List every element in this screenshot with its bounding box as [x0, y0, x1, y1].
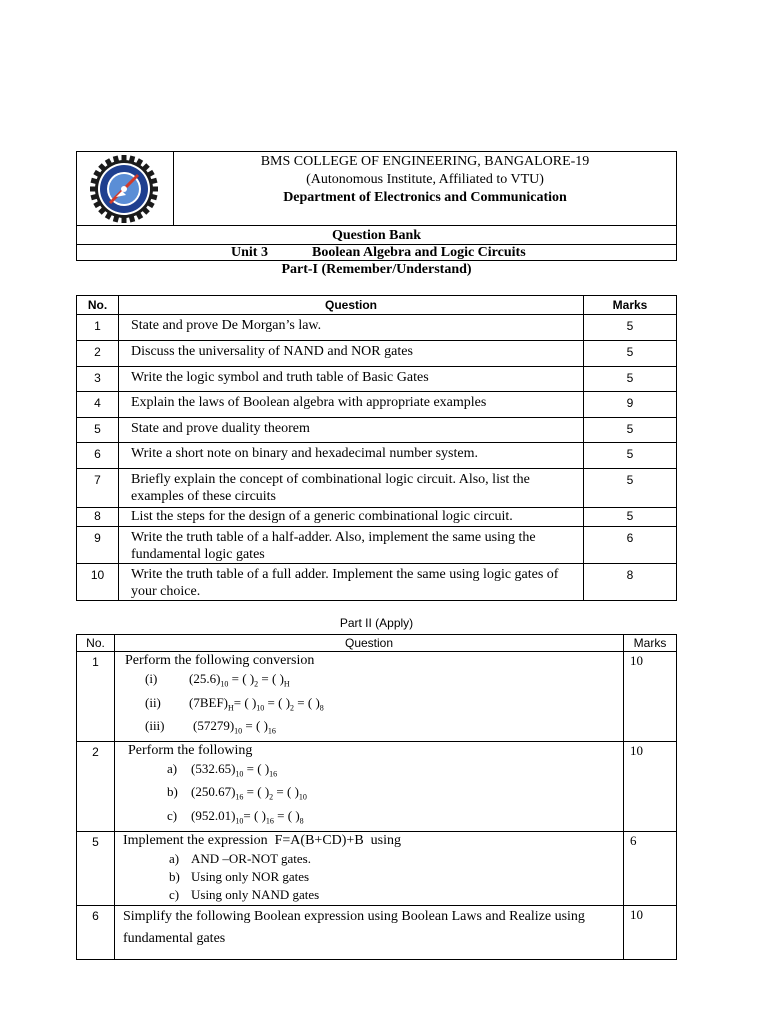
table-row — [77, 392, 677, 418]
sub-item — [123, 670, 623, 694]
subscript-base: 10 — [234, 726, 243, 736]
row-no: 9 — [77, 527, 119, 564]
row-question: Write the truth table of a half-adder. Also, implement the same using the fundamental logic gates — [119, 527, 584, 564]
sub-item-expr: $(7BEF)_H=$ ( )$_{10}$ = ( )$_2$ = ( )$_8$ — [189, 694, 324, 713]
row-marks: 5 — [584, 508, 677, 527]
sub-item — [123, 760, 623, 784]
row-question: Write a short note on binary and hexadecimal number system. — [119, 443, 584, 469]
sub-item-label: (i) — [145, 671, 158, 686]
row-question: Discuss the universality of NAND and NOR gates — [119, 341, 584, 367]
table-row — [77, 469, 677, 508]
row-question-cell — [115, 741, 624, 831]
sub-item-label: b) — [167, 784, 178, 800]
row-question: Simplify the following Boolean expression using Boolean Laws and Realize using fundamental gates — [115, 905, 624, 959]
row-no: 4 — [77, 392, 119, 418]
subscript-base: 10 — [298, 792, 307, 802]
row-marks: 9 — [584, 392, 677, 418]
sub-item-label: c) — [169, 886, 180, 902]
row-question-cell — [115, 831, 624, 905]
sub-item-expr: $(57279)_{10}$ = ( )$_{16}$ — [193, 718, 276, 736]
row-question: Briefly explain the concept of combinational logic circuit. Also, list the examples of these circuits — [119, 469, 584, 508]
sub-item — [123, 850, 623, 868]
row-question: Perform the following conversion — [125, 653, 315, 668]
sub-item-expr: $(952.01)_{10}=$ ( )$_{16}$ = ( )$_8$ — [191, 807, 304, 826]
unit-row — [77, 245, 676, 261]
unit-label: Unit 3 — [231, 245, 268, 260]
row-question: Write the truth table of a full adder. Implement the same using logic gates of your choice. — [119, 564, 584, 601]
subscript-base: 8 — [299, 816, 304, 826]
table-row — [77, 741, 677, 831]
row-question: State and prove De Morgan’s law. — [119, 315, 584, 341]
table-row — [77, 341, 677, 367]
row-no: 1 — [77, 652, 115, 742]
row-no: 7 — [77, 469, 119, 508]
subscript-base: 2 — [269, 792, 274, 802]
row-marks: 5 — [584, 315, 677, 341]
subscript-base: H — [283, 679, 290, 689]
college-info — [174, 152, 676, 226]
sub-item-label: (iii) — [145, 718, 165, 734]
sub-item — [123, 886, 623, 904]
doc-type: Question Bank — [331, 228, 422, 243]
subscript-base: 16 — [235, 792, 244, 802]
sub-item — [123, 694, 623, 718]
logo-cell — [77, 152, 174, 225]
sub-item-label: a) — [169, 850, 180, 866]
table-row — [77, 831, 677, 905]
sub-item — [123, 868, 623, 886]
part2-title: Part II (Apply) — [339, 616, 414, 630]
row-marks: 5 — [584, 367, 677, 392]
college-affiliation: (Autonomous Institute, Affiliated to VTU) — [306, 172, 544, 187]
row-marks: 8 — [584, 564, 677, 601]
subscript-base: 16 — [265, 816, 274, 826]
header-question: Question — [115, 635, 624, 652]
row-marks: 5 — [584, 418, 677, 443]
table-row — [77, 443, 677, 469]
sub-item-expr: $(250.67)_{16}$ = ( )$_2$ = ( )$_{10}$ — [191, 784, 307, 802]
row-no: 2 — [77, 341, 119, 367]
header-marks: Marks — [624, 635, 677, 652]
subscript-base: 10 — [220, 679, 229, 689]
row-no: 5 — [77, 418, 119, 443]
row-question: Perform the following — [128, 742, 253, 758]
sub-item — [123, 717, 623, 741]
row-marks: 6 — [584, 527, 677, 564]
subscript-base: 10 — [235, 816, 244, 826]
header-no: No. — [77, 296, 119, 315]
table-row — [77, 652, 677, 742]
table-header-row — [77, 635, 677, 652]
row-no: 3 — [77, 367, 119, 392]
table-row — [77, 367, 677, 392]
row-question: List the steps for the design of a generic combinational logic circuit. — [119, 508, 584, 527]
row-question: Write the logic symbol and truth table of Basic Gates — [119, 367, 584, 392]
table-row — [77, 508, 677, 527]
part2-table — [76, 634, 677, 960]
row-question: State and prove duality theorem — [119, 418, 584, 443]
row-question: Implement the expression F=A(B+CD)+B using — [123, 832, 401, 848]
row-marks: 5 — [584, 469, 677, 508]
row-no: 1 — [77, 315, 119, 341]
subscript-base: 16 — [269, 769, 278, 779]
row-marks: 5 — [584, 443, 677, 469]
unit-title: Boolean Algebra and Logic Circuits — [312, 245, 526, 260]
row-no: 2 — [77, 741, 115, 831]
row-no: 8 — [77, 508, 119, 527]
college-name: BMS COLLEGE OF ENGINEERING, BANGALORE-19 — [260, 154, 590, 169]
sub-item-text: Using only NAND gates — [191, 886, 320, 902]
sub-item — [123, 807, 623, 831]
row-no: 10 — [77, 564, 119, 601]
subscript-base: 10 — [256, 703, 265, 713]
header-no: No. — [77, 635, 115, 652]
row-question-cell — [115, 652, 624, 742]
sub-item-label: b) — [169, 868, 180, 884]
row-no: 6 — [77, 443, 119, 469]
subscript-base: 2 — [290, 703, 295, 713]
row-marks: 10 — [624, 652, 677, 742]
table-row — [77, 418, 677, 443]
divider — [77, 225, 676, 226]
table-row — [77, 527, 677, 564]
subscript-base: 2 — [254, 679, 259, 689]
college-seal-icon — [88, 153, 160, 225]
row-question: Explain the laws of Boolean algebra with appropriate examples — [119, 392, 584, 418]
sub-item-text: AND –OR-NOT gates. — [191, 850, 311, 866]
sub-item-label: c) — [167, 807, 178, 823]
header-question: Question — [119, 296, 584, 315]
row-no: 6 — [77, 905, 115, 959]
sub-item-label: a) — [167, 760, 178, 776]
row-marks: 10 — [624, 741, 677, 831]
part1-title: Part-I (Remember/Understand) — [281, 262, 472, 277]
header-box — [76, 151, 677, 261]
department-name: Department of Electronics and Communication — [283, 190, 567, 205]
row-marks: 6 — [624, 831, 677, 905]
row-marks: 10 — [624, 905, 677, 959]
subscript-base: 16 — [267, 726, 276, 736]
part1-table — [76, 295, 677, 601]
sub-item — [123, 783, 623, 807]
row-no: 5 — [77, 831, 115, 905]
table-row — [77, 564, 677, 601]
header-marks: Marks — [584, 296, 677, 315]
sub-item-label: (ii) — [145, 694, 161, 710]
table-row — [77, 905, 677, 959]
sub-item-expr: $(25.6)_{10}$ = ( )$_2$ = ( )$_H$ — [189, 671, 290, 689]
table-row — [77, 315, 677, 341]
sub-item-expr: $(532.65)_{10}$ = ( )$_{16}$ — [191, 760, 278, 779]
subscript-base: 8 — [319, 703, 324, 713]
sub-item-text: Using only NOR gates — [191, 868, 310, 884]
row-marks: 5 — [584, 341, 677, 367]
table-header-row — [77, 296, 677, 315]
subscript-base: H — [228, 703, 234, 713]
subscript-base: 10 — [235, 769, 244, 779]
